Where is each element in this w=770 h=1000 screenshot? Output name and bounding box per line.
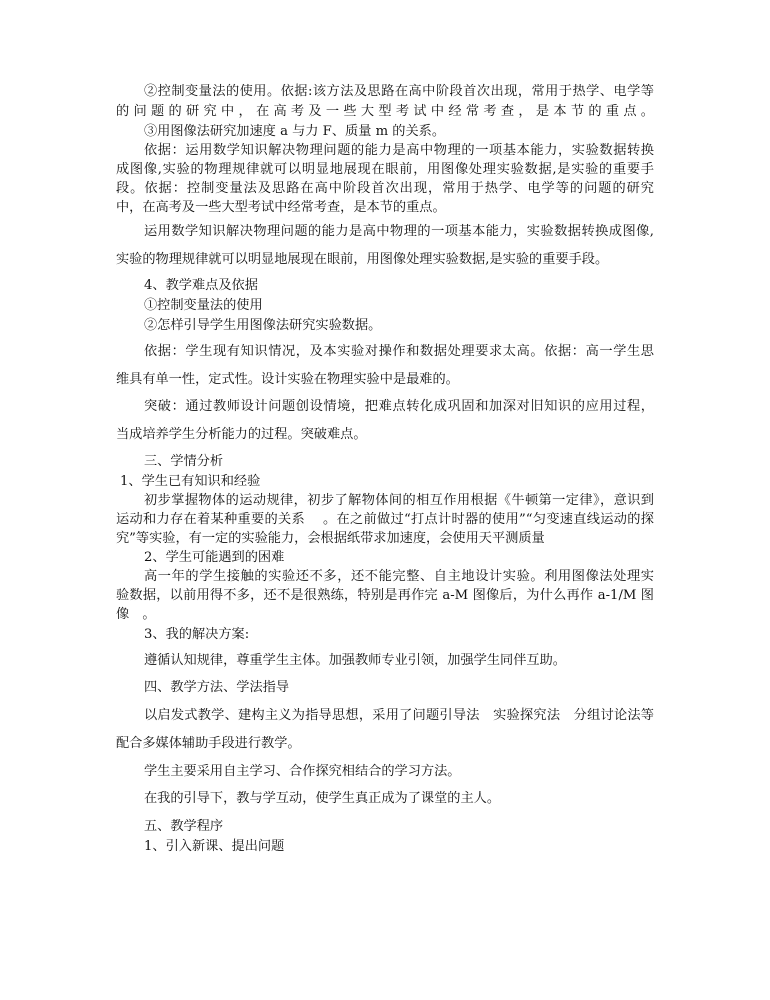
- subsection-heading: 1、学生已有知识和经验: [120, 474, 261, 489]
- paragraph-line: 依据：运用数学知识解决物理问题的能力是高中物理的一项基本能力，实验数据转换: [144, 143, 654, 158]
- paragraph-line: 的问题的研究中，在高考及一些大型考试中经常考查，是本节的重点。: [116, 104, 654, 119]
- paragraph-line: 像 。: [116, 607, 156, 622]
- subsection-heading: 3、我的解决方案:: [144, 627, 250, 642]
- paragraph-line: 初步掌握物体的运动规律，初步了解物体间的相互作用根据《牛顿第一定律》，意识到: [144, 493, 654, 508]
- subsection-heading: 2、学生可能遇到的困难: [144, 550, 285, 565]
- paragraph-line: 遵循认知规律，尊重学生主体。加强教师专业引领，加强学生同伴互助。: [144, 653, 566, 668]
- paragraph-line: 验数据，以前用得不多，还不是很熟练，特别是再作完 a-M 图像后，为什么再作 a-1/M 图: [116, 588, 654, 603]
- paragraph-line: 中，在高考及一些大型考试中经常考查，是本节的重点。: [116, 200, 446, 215]
- paragraph-line: 维具有单一性，定式性。设计实验在物理实验中是最难的。: [116, 372, 459, 387]
- paragraph-line: 当成培养学生分析能力的过程。突破难点。: [116, 427, 367, 442]
- paragraph-line: 以启发式教学、建构主义为指导思想，采用了问题引导法 实验探究法 分组讨论法等: [144, 708, 654, 723]
- section-heading: 三、学情分析: [144, 454, 224, 469]
- list-item: ①控制变量法的使用: [144, 298, 263, 313]
- paragraph-line: 配合多媒体辅助手段进行教学。: [116, 736, 301, 751]
- paragraph-line: 运用数学知识解决物理问题的能力是高中物理的一项基本能力，实验数据转换成图像,: [144, 224, 654, 239]
- section-heading: 四、教学方法、学法指导: [144, 680, 290, 695]
- paragraph-line: 运动和力存在着某种重要的关系 。在之前做过“打点计时器的使用”“匀变速直线运动的探: [116, 512, 654, 527]
- paragraph-line: ②控制变量法的使用。依据:该方法及思路在高中阶段首次出现，常用于热学、电学等: [144, 84, 654, 99]
- paragraph-line: 突破：通过教师设计问题创设情境，把难点转化成巩固和加深对旧知识的应用过程，: [144, 399, 654, 414]
- paragraph-line: ③用图像法研究加速度 a 与力 F、质量 m 的关系。: [144, 124, 446, 139]
- paragraph-line: 学生主要采用自主学习、合作探究相结合的学习方法。: [144, 764, 461, 779]
- paragraph-line: 成图像,实验的物理规律就可以明显地展现在眼前，用图像处理实验数据,是实验的重要手: [116, 162, 654, 177]
- paragraph-line: 段。依据：控制变量法及思路在高中阶段首次出现，常用于热学、电学等的问题的研究: [116, 181, 654, 196]
- section-heading: 五、教学程序: [144, 819, 224, 834]
- paragraph-line: 实验的物理规律就可以明显地展现在眼前，用图像处理实验数据,是实验的重要手段。: [116, 252, 609, 267]
- paragraph-line: 高一年的学生接触的实验还不多，还不能完整、自主地设计实验。利用图像法处理实: [144, 569, 654, 584]
- subsection-heading: 1、引入新课、提出问题: [144, 839, 285, 854]
- list-item: ②怎样引导学生用图像法研究实验数据。: [144, 318, 382, 333]
- paragraph-line: 依据：学生现有知识情况，及本实验对操作和数据处理要求太高。依据：高一学生思: [144, 344, 654, 359]
- section-heading: 4、教学难点及依据: [144, 278, 258, 293]
- paragraph-line: 在我的引导下，教与学互动，使学生真正成为了课堂的主人。: [144, 791, 501, 806]
- paragraph-line: 究”等实验，有一定的实验能力，会根据纸带求加速度，会使用天平测质量: [116, 531, 545, 546]
